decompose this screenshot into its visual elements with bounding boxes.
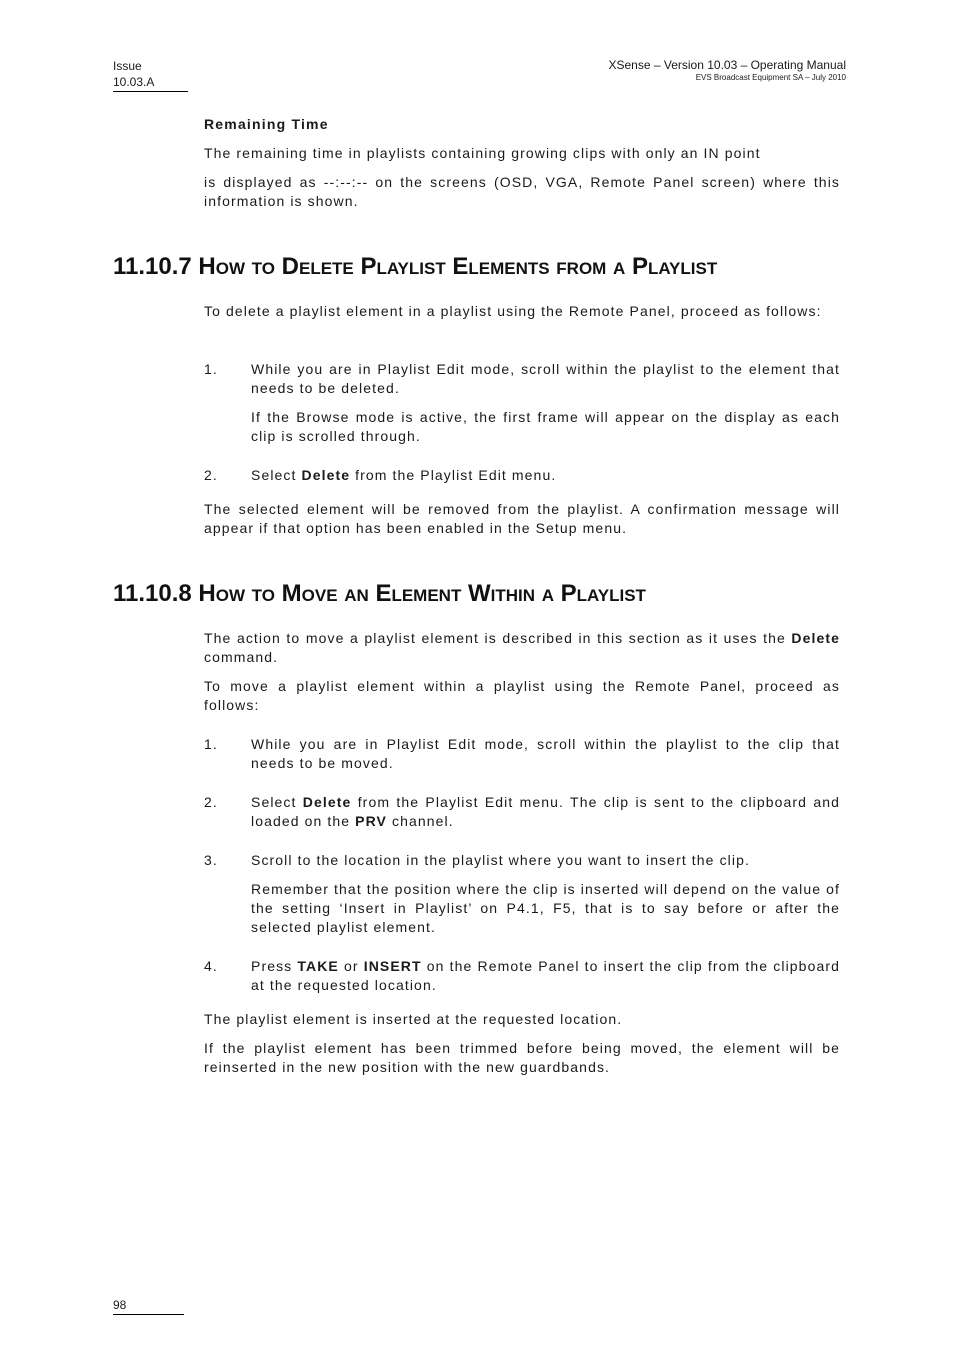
list-number: 2.	[204, 794, 218, 810]
list-number: 3.	[204, 852, 218, 868]
intro-paragraph-2: To move a playlist element within a playlist using the Remote Panel, proceed as follows:	[204, 678, 840, 713]
list-text: Select Delete from the Playlist Edit menu. The clip is sent to the clipboard and loaded on the PRV channel.	[251, 794, 841, 829]
section-11-10-7-result	[204, 500, 840, 538]
result-paragraph: The selected element will be removed from the playlist. A confirmation message will appear if that option has been enabled in the Setup menu.	[204, 501, 840, 536]
issue-label: Issue	[113, 59, 142, 73]
remaining-time-section	[204, 115, 840, 211]
list-note: Remember that the position where the clip is inserted will depend on the value of the setting ‘Insert in Playlist’ on P4.1, F5, that is to say before or after the selected playlist element.	[251, 881, 840, 935]
list-text: Scroll to the location in the playlist where you want to insert the clip.	[251, 852, 750, 868]
list-text: Press TAKE or INSERT on the Remote Panel to insert the clip from the clipboard at the requested location.	[251, 958, 840, 993]
document-title-block	[609, 58, 847, 83]
section-11-10-8-result	[204, 1010, 840, 1077]
intro-paragraph-1: The action to move a playlist element is described in this section as it uses the Delete command.	[204, 630, 840, 665]
list-item	[204, 466, 840, 485]
intro-paragraph: To delete a playlist element in a playlist using the Remote Panel, proceed as follows:	[204, 303, 822, 319]
section-heading-11-10-7: 11.10.7 How to Delete Playlist Elements from a Playlist	[113, 253, 718, 280]
delete-command: Delete	[301, 467, 351, 483]
list-note: If the Browse mode is active, the first frame will appear on the display as each clip is scrolled through.	[251, 409, 840, 444]
delete-command: Delete	[302, 794, 352, 810]
delete-command: Delete	[791, 630, 840, 646]
remaining-time-heading: Remaining Time	[204, 116, 329, 132]
take-key: TAKE	[297, 958, 339, 974]
document-subtitle: EVS Broadcast Equipment SA – July 2010	[695, 73, 846, 82]
list-text: While you are in Playlist Edit mode, scroll within the playlist to the element that needs to be deleted.	[251, 361, 840, 396]
remaining-time-paragraph-1: The remaining time in playlists containing growing clips with only an IN point	[204, 145, 761, 161]
list-number: 2.	[204, 467, 218, 483]
list-item	[204, 735, 840, 773]
issue-block	[113, 58, 188, 92]
list-number: 1.	[204, 361, 218, 377]
section-11-10-8-intro	[204, 629, 840, 715]
prv-channel: PRV	[355, 813, 387, 829]
section-heading-11-10-8: 11.10.8 How to Move an Element Within a Playlist	[113, 580, 646, 607]
section-11-10-7-intro	[204, 302, 840, 321]
list-number: 1.	[204, 736, 218, 752]
list-text: While you are in Playlist Edit mode, scroll within the playlist to the clip that needs to be moved.	[251, 736, 840, 771]
insert-key: INSERT	[363, 958, 422, 974]
result-paragraph-1: The playlist element is inserted at the requested location.	[204, 1011, 623, 1027]
list-item	[204, 957, 840, 995]
remaining-time-paragraph-2: is displayed as --:--:-- on the screens (OSD, VGA, Remote Panel screen) where this information is shown.	[204, 174, 840, 209]
document-title: XSense – Version 10.03 – Operating Manual	[608, 58, 846, 72]
list-item	[204, 851, 840, 937]
list-item	[204, 360, 840, 446]
list-number: 4.	[204, 958, 218, 974]
list-item	[204, 793, 840, 831]
issue-number: 10.03.A	[113, 75, 155, 89]
page-number: 98	[113, 1297, 184, 1315]
list-text: Select Delete from the Playlist Edit menu.	[251, 467, 557, 483]
result-paragraph-2: If the playlist element has been trimmed before being moved, the element will be reinserted in the new position with the new guardbands.	[204, 1040, 840, 1075]
